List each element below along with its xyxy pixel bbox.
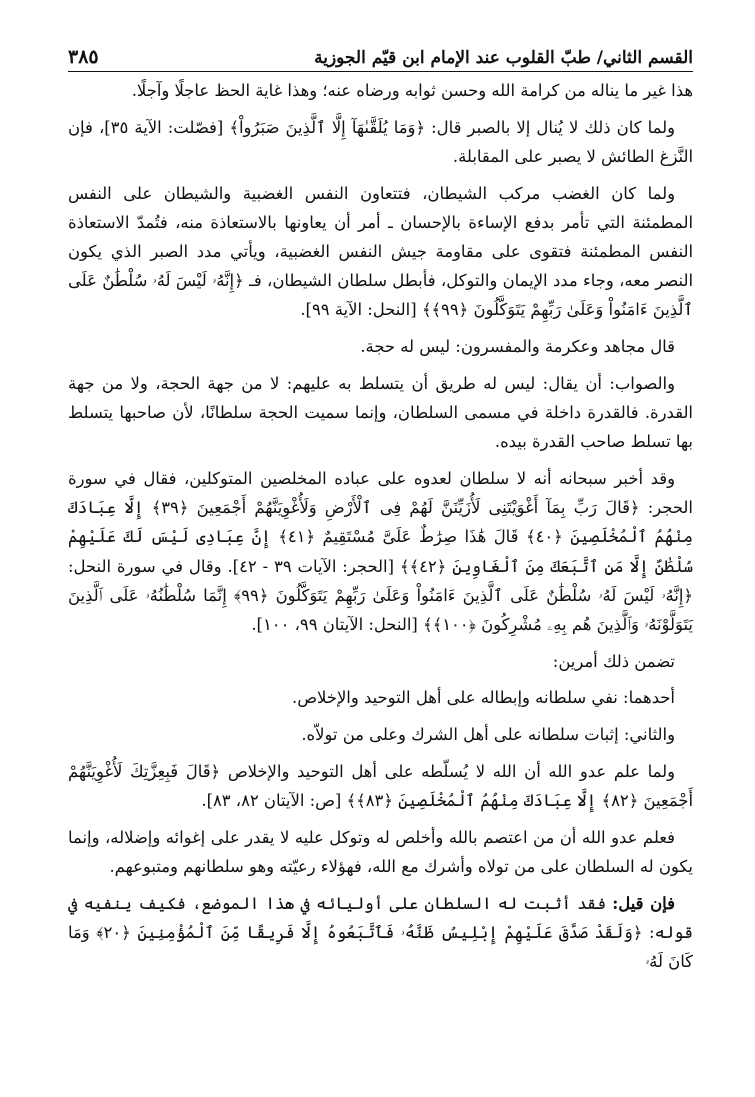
page-body	[68, 72, 693, 976]
header-title: القسم الثاني/ طبّ القلوب عند الإمام ابن قيّم الجوزية	[314, 48, 693, 68]
paragraph-2: ولما كان ذلك لا يُنال إلا بالصبر قال: ﴿وَمَا يُلَقَّىٰهَآ إِلَّا ٱلَّذِينَ صَبَرُواْ﴾ [فصّلت: الآية ٣٥]، فإن النَّزغ الطائش لا يصبر على المقابلة.	[68, 117, 693, 166]
paragraph-12	[68, 889, 693, 977]
running-header	[68, 36, 693, 72]
paragraph-11: فعلم عدو الله أن من اعتصم بالله وأخلص له وتوكل عليه لا يقدر على إغوائه وإضلاله، وإنما يكون له السلطان على من تولاه وأشرك مع الله، فهؤلاء رعيّته وهو سلطانهم ومتبوعهم.	[68, 827, 693, 876]
paragraph-6: وقد أخبر سبحانه أنه لا سلطان لعدوه على عباده المخلصين المتوكلين، فقال في سورة الحجر: ﴿قَالَ رَبِّ بِمَآ أَغْوَيْتَنِى لَأُزَيِّنَنَّ لَهُمْ فِى ٱلْأَرْضِ وَلَأُغْوِيَنَّهُمْ أَجْمَعِينَ ﴿٣٩﴾ إِلَّا عِبَادَكَ مِنْهُمُ ٱلْمُخْلَصِينَ ﴿٤٠﴾ قَالَ هَٰذَا صِرَٰطٌ عَلَىَّ مُسْتَقِيمٌ ﴿٤١﴾ إِنَّ عِبَادِى لَيْسَ لَكَ عَلَيْهِمْ سُلْطَٰنٌ إِلَّا مَنِ ٱتَّبَعَكَ مِنَ ٱلْغَاوِينَ ﴿٤٢﴾﴾ [الحجر: الآيات ٣٩ - ٤٢]. وقال في سورة النحل: ﴿إِنَّهُۥ لَيْسَ لَهُۥ سُلْطَٰنٌ عَلَى ٱلَّذِينَ ءَامَنُواْ وَعَلَىٰ رَبِّهِمْ يَتَوَكَّلُونَ ﴿٩٩﴾ إِنَّمَا سُلْطَٰنُهُۥ عَلَى ٱلَّذِينَ يَتَوَلَّوْنَهُۥ وَٱلَّذِينَ هُم بِهِۦ مُشْرِكُونَ ﴿١٠٠﴾﴾ [النحل: الآيتان ٩٩، ١٠٠].	[68, 468, 693, 634]
paragraph-4: قال مجاهد وعكرمة والمفسرون: ليس له حجة.	[360, 337, 675, 357]
page-number: ٣٨٥	[68, 46, 99, 68]
paragraph-lead: فإن قيل:	[612, 893, 675, 913]
paragraph-7: تضمن ذلك أمرين:	[552, 651, 675, 671]
paragraph-10: ولما علم عدو الله أن الله لا يُسلّطه على أهل التوحيد والإخلاص ﴿قَالَ فَبِعِزَّتِكَ لَأُغْوِيَنَّهُمْ أَجْمَعِينَ ﴿٨٢﴾ إِلَّا عِبَادَكَ مِنْهُمُ ٱلْمُخْلَصِينَ ﴿٨٣﴾﴾ [ص: الآيتان ٨٢، ٨٣].	[68, 761, 693, 810]
paragraph-8: أحدهما: نفي سلطانه وإبطاله على أهل التوحيد والإخلاص.	[292, 688, 675, 708]
paragraph-5: والصواب: أن يقال: ليس له طريق أن يتسلط به عليهم: لا من جهة الحجة، ولا من جهة القدرة. فالقدرة داخلة في مسمى السلطان، وإنما سميت الحجة سلطانًا، لأن صاحبها يتسلط بها تسلط صاحب القدرة بيده.	[68, 373, 693, 452]
paragraph-3: ولما كان الغضب مركب الشيطان، فتتعاون النفس الغضبية والشيطان على النفس المطمئنة التي تأمر بدفع الإساءة بالإحسان ـ أمر أن يعاونها بالاستعاذة منه، فتُمدّ الاستعاذة النفس المطمئنة فتقوى على مقاومة جيش النفس الغضبية، ويأتي مدد الصبر الذي يكون النصر معه، وجاء مدد الإيمان والتوكل، فأبطل سلطان الشيطان، فـ ﴿إِنَّهُۥ لَيْسَ لَهُۥ سُلْطَٰنٌ عَلَى ٱلَّذِينَ ءَامَنُواْ وَعَلَىٰ رَبِّهِمْ يَتَوَكَّلُونَ ﴿٩٩﴾﴾ [النحل: الآية ٩٩].	[68, 183, 693, 320]
paragraph-12-text: فقد أثبت له السلطان على أوليائه في هذا الموضع، فكيف ينفيه في قوله: ﴿وَلَقَدْ صَدَّقَ عَلَيْهِمْ إِبْلِيسُ ظَنَّهُۥ فَٱتَّبَعُوهُ إِلَّا فَرِيقًا مِّنَ ٱلْمُؤْمِنِينَ ﴿٢٠﴾ وَمَا كَانَ لَهُۥ	[68, 893, 693, 971]
paragraph-1: هذا غير ما يناله من كرامة الله وحسن ثوابه ورضاه عنه؛ وهذا غاية الحظ عاجلًا وآجلًا.	[131, 81, 693, 100]
paragraph-9: والثاني: إثبات سلطانه على أهل الشرك وعلى من تولاّه.	[301, 725, 675, 745]
